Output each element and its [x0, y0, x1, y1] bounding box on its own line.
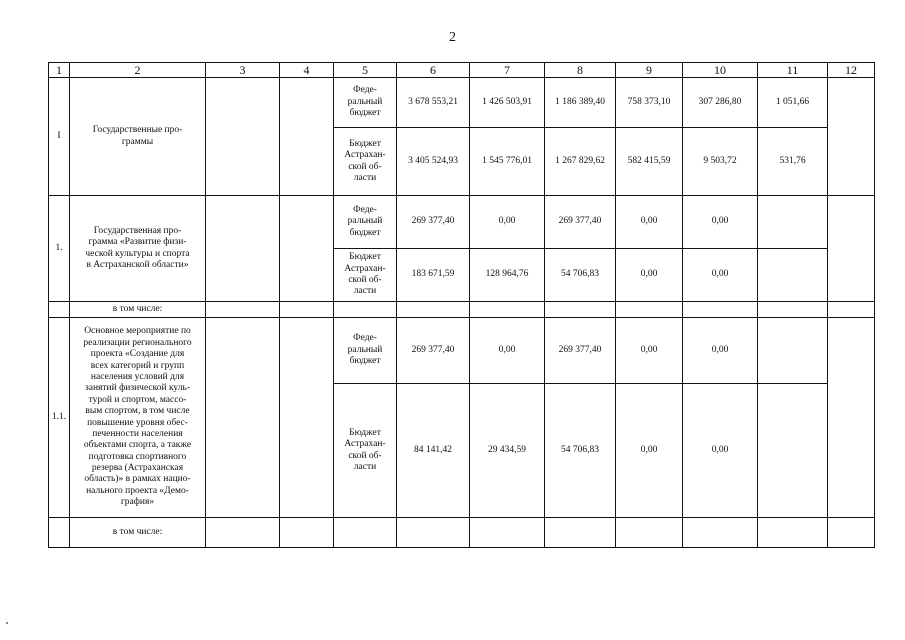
budget-table — [48, 62, 875, 548]
row-name: Основное мероприятие по реализации регионального проекта «Создание для всех категорий и групп населения условий для занятий физической куль- турой и спортом, массо- вым спортом, в том числе повышение уровня обес- печенности населения объектами спорта, а также подготовка спортивного резерва (Астраханская область)» в рамках нацио- нального проекта «Демо- графия» — [70, 318, 206, 518]
empty-cell — [280, 78, 334, 196]
empty-cell — [280, 318, 334, 518]
column-header: 7 — [470, 63, 545, 78]
row-number: I — [49, 78, 70, 196]
empty-cell — [397, 518, 470, 548]
value-cell: 0,00 — [470, 196, 545, 249]
empty-cell — [828, 78, 875, 196]
value-cell: 3 405 524,93 — [397, 128, 470, 196]
empty-cell — [758, 196, 828, 249]
empty-cell — [616, 518, 683, 548]
column-header: 9 — [616, 63, 683, 78]
value-cell: 0,00 — [683, 196, 758, 249]
value-cell: 0,00 — [616, 318, 683, 384]
column-header: 1 — [49, 63, 70, 78]
empty-cell — [206, 302, 280, 318]
value-cell: 183 671,59 — [397, 249, 470, 302]
empty-cell — [334, 518, 397, 548]
empty-cell — [280, 518, 334, 548]
subtotal-row — [49, 518, 875, 548]
value-cell: 9 503,72 — [683, 128, 758, 196]
fund-source: Феде- ральный бюджет — [334, 78, 397, 128]
value-cell: 582 415,59 — [616, 128, 683, 196]
value-cell: 1 051,66 — [758, 78, 828, 128]
value-cell: 531,76 — [758, 128, 828, 196]
fund-source: Феде- ральный бюджет — [334, 318, 397, 384]
row-number: 1.1. — [49, 318, 70, 518]
value-cell: 54 706,83 — [545, 249, 616, 302]
value-cell: 54 706,83 — [545, 384, 616, 518]
value-cell: 1 267 829,62 — [545, 128, 616, 196]
value-cell: 0,00 — [683, 249, 758, 302]
empty-cell — [683, 518, 758, 548]
value-cell: 84 141,42 — [397, 384, 470, 518]
empty-cell — [470, 518, 545, 548]
empty-cell — [49, 302, 70, 318]
table-row — [49, 318, 875, 384]
row-name: Государственная про- грамма «Развитие физи- ческой культуры и спорта в Астраханской области» — [70, 196, 206, 302]
subtotal-row — [49, 302, 875, 318]
value-cell: 0,00 — [616, 384, 683, 518]
empty-cell — [828, 302, 875, 318]
empty-cell — [470, 302, 545, 318]
empty-cell — [758, 318, 828, 384]
value-cell: 307 286,80 — [683, 78, 758, 128]
column-header: 6 — [397, 63, 470, 78]
value-cell: 0,00 — [683, 318, 758, 384]
value-cell: 1 186 389,40 — [545, 78, 616, 128]
value-cell: 269 377,40 — [397, 196, 470, 249]
value-cell: 0,00 — [616, 249, 683, 302]
empty-cell — [828, 518, 875, 548]
value-cell: 269 377,40 — [545, 196, 616, 249]
empty-cell — [758, 302, 828, 318]
value-cell: 0,00 — [616, 196, 683, 249]
empty-cell — [206, 78, 280, 196]
column-header: 12 — [828, 63, 875, 78]
fund-source: Бюджет Астрахан- ской об- ласти — [334, 249, 397, 302]
value-cell: 269 377,40 — [545, 318, 616, 384]
column-header: 4 — [280, 63, 334, 78]
value-cell: 269 377,40 — [397, 318, 470, 384]
including-label: в том числе: — [70, 518, 206, 548]
column-header: 5 — [334, 63, 397, 78]
column-header: 10 — [683, 63, 758, 78]
empty-cell — [758, 518, 828, 548]
row-number: 1. — [49, 196, 70, 302]
empty-cell — [828, 196, 875, 302]
scan-artifact — [6, 622, 8, 624]
table-row — [49, 78, 875, 128]
fund-source: Феде- ральный бюджет — [334, 196, 397, 249]
empty-cell — [49, 518, 70, 548]
value-cell: 0,00 — [683, 384, 758, 518]
empty-cell — [206, 318, 280, 518]
header-row — [49, 63, 875, 78]
value-cell: 1 545 776,01 — [470, 128, 545, 196]
empty-cell — [206, 196, 280, 302]
value-cell: 0,00 — [470, 318, 545, 384]
empty-cell — [545, 302, 616, 318]
value-cell: 3 678 553,21 — [397, 78, 470, 128]
column-header: 2 — [70, 63, 206, 78]
empty-cell — [280, 302, 334, 318]
page-number: 2 — [449, 30, 456, 45]
value-cell: 128 964,76 — [470, 249, 545, 302]
including-label: в том числе: — [70, 302, 206, 318]
empty-cell — [545, 518, 616, 548]
value-cell: 29 434,59 — [470, 384, 545, 518]
empty-cell — [280, 196, 334, 302]
empty-cell — [828, 318, 875, 518]
empty-cell — [683, 302, 758, 318]
value-cell: 1 426 503,91 — [470, 78, 545, 128]
fund-source: Бюджет Астрахан- ской об- ласти — [334, 384, 397, 518]
column-header: 8 — [545, 63, 616, 78]
empty-cell — [397, 302, 470, 318]
fund-source: Бюджет Астрахан- ской об- ласти — [334, 128, 397, 196]
empty-cell — [206, 518, 280, 548]
column-header: 11 — [758, 63, 828, 78]
empty-cell — [758, 384, 828, 518]
table-row — [49, 196, 875, 249]
column-header: 3 — [206, 63, 280, 78]
empty-cell — [334, 302, 397, 318]
row-name: Государственные про- граммы — [70, 78, 206, 196]
value-cell: 758 373,10 — [616, 78, 683, 128]
empty-cell — [616, 302, 683, 318]
empty-cell — [758, 249, 828, 302]
